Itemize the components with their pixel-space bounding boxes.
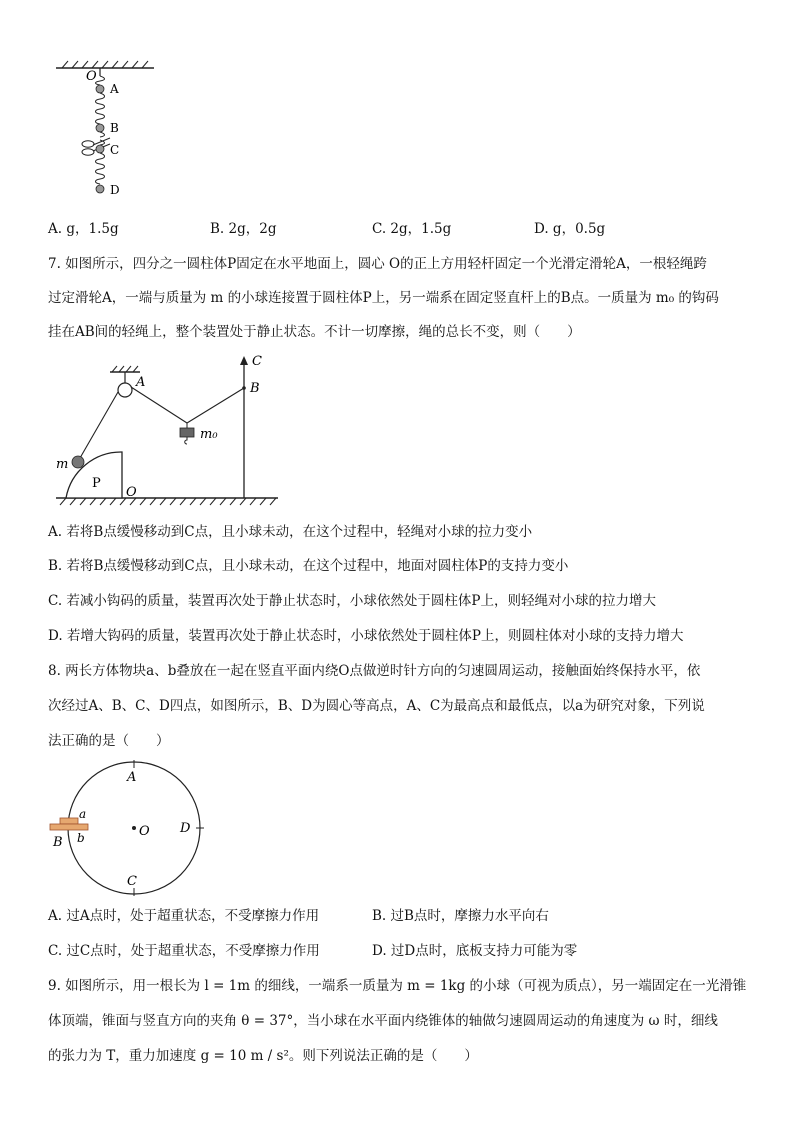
label-c: C: [110, 143, 120, 157]
label-d-point: D: [180, 821, 191, 836]
ball-d: [96, 185, 104, 193]
ball-c: [96, 145, 104, 153]
label-o: O: [86, 69, 97, 84]
spring-figure: [52, 58, 162, 208]
q7-option-a: A. 若将B点缓慢移动到C点，且小球未动，在这个过程中，轻绳对小球的拉力变小: [48, 524, 533, 540]
label-b-point: B: [53, 835, 63, 850]
center-dot: [132, 826, 136, 830]
q8-stem-line-3: 法正确的是（ ）: [48, 733, 170, 749]
pulley-a: [118, 383, 132, 397]
ball-m: [72, 456, 84, 468]
q7-stem-line-3: 挂在AB间的轻绳上，整个装置处于静止状态。不计一切摩擦，绳的总长不变，则（ ）: [48, 324, 581, 340]
q8-stem-line-1: 8. 两长方体物块a、b叠放在一起在竖直平面内绕O点做逆时针方向的匀速圆周运动，接触面始终保持水平，依: [48, 663, 701, 679]
q7-option-d: D. 若增大钩码的质量，装置再次处于静止状态时，小球依然处于圆柱体P上，则圆柱体对小球的支持力增大: [48, 628, 684, 644]
q6-option-c: C. 2g，1.5g: [372, 221, 452, 237]
label-block-a: a: [79, 807, 87, 821]
pulley-figure: [48, 350, 288, 510]
q7-option-b: B. 若将B点缓慢移动到C点，且小球未动，在这个过程中，地面对圆柱体P的支持力变小: [48, 558, 569, 574]
ball-a: [96, 85, 104, 93]
q8-stem-line-2: 次经过A、B、C、D四点，如图所示，B、D为圆心等高点，A、C为最高点和最低点，以a为研究对象，下列说: [48, 698, 705, 714]
label-block-b: b: [77, 831, 85, 845]
q6-option-b: B. 2g，2g: [210, 221, 277, 237]
block-a: [60, 818, 78, 824]
q8-option-b: B. 过B点时，摩擦力水平向右: [372, 908, 549, 924]
q9-stem-line-2: 体顶端，锥面与竖直方向的夹角 θ = 37°，当小球在水平面内绕锥体的轴做匀速圆周运动的角速度为 ω 时，细线: [48, 1013, 718, 1029]
label-o: O: [139, 824, 150, 839]
q9-stem-line-1: 9. 如图所示，用一根长为 l = 1m 的细线，一端系一质量为 m = 1kg 的小球（可视为质点），另一端固定在一光滑锥: [48, 978, 747, 994]
q6-option-d: D. g，0.5g: [534, 221, 606, 237]
label-o: O: [126, 485, 137, 500]
q6-option-a: A. g，1.5g: [48, 221, 119, 237]
q9-stem-line-3: 的张力为 T，重力加速度 g = 10 m / s²。则下列说法正确的是（ ）: [48, 1048, 478, 1064]
scissors-icon: [82, 138, 110, 155]
label-b: B: [110, 121, 119, 135]
label-p: P: [92, 476, 101, 491]
q8-option-d: D. 过D点时，底板支持力可能为零: [372, 943, 578, 959]
block-b: [50, 824, 88, 830]
ball-b: [96, 124, 104, 132]
q7-option-c: C. 若减小钩码的质量，装置再次处于静止状态时，小球依然处于圆柱体P上，则轻绳对小球的拉力增大: [48, 593, 657, 609]
q8-option-a: A. 过A点时，处于超重状态，不受摩擦力作用: [48, 908, 320, 924]
hook-weight: [180, 428, 194, 437]
label-m: m: [56, 457, 69, 472]
label-b: B: [250, 381, 260, 396]
label-a: A: [110, 82, 119, 96]
label-c: C: [252, 354, 262, 369]
label-d: D: [110, 183, 120, 197]
label-a-point: A: [127, 770, 137, 785]
label-a: A: [136, 375, 146, 390]
q7-stem-line-2: 过定滑轮A，一端与质量为 m 的小球连接置于圆柱体P上，另一端系在固定竖直杆上的B点。一质量为 m₀ 的钩码: [48, 290, 719, 306]
q8-option-c: C. 过C点时，处于超重状态，不受摩擦力作用: [48, 943, 320, 959]
q7-stem-line-1: 7. 如图所示，四分之一圆柱体P固定在水平地面上，圆心 O的正上方用轻杆固定一个光滑定滑轮A，一根轻绳跨: [48, 256, 707, 272]
circle-figure: [46, 758, 218, 900]
label-c-point: C: [127, 874, 137, 889]
label-m0: m₀: [200, 427, 218, 442]
